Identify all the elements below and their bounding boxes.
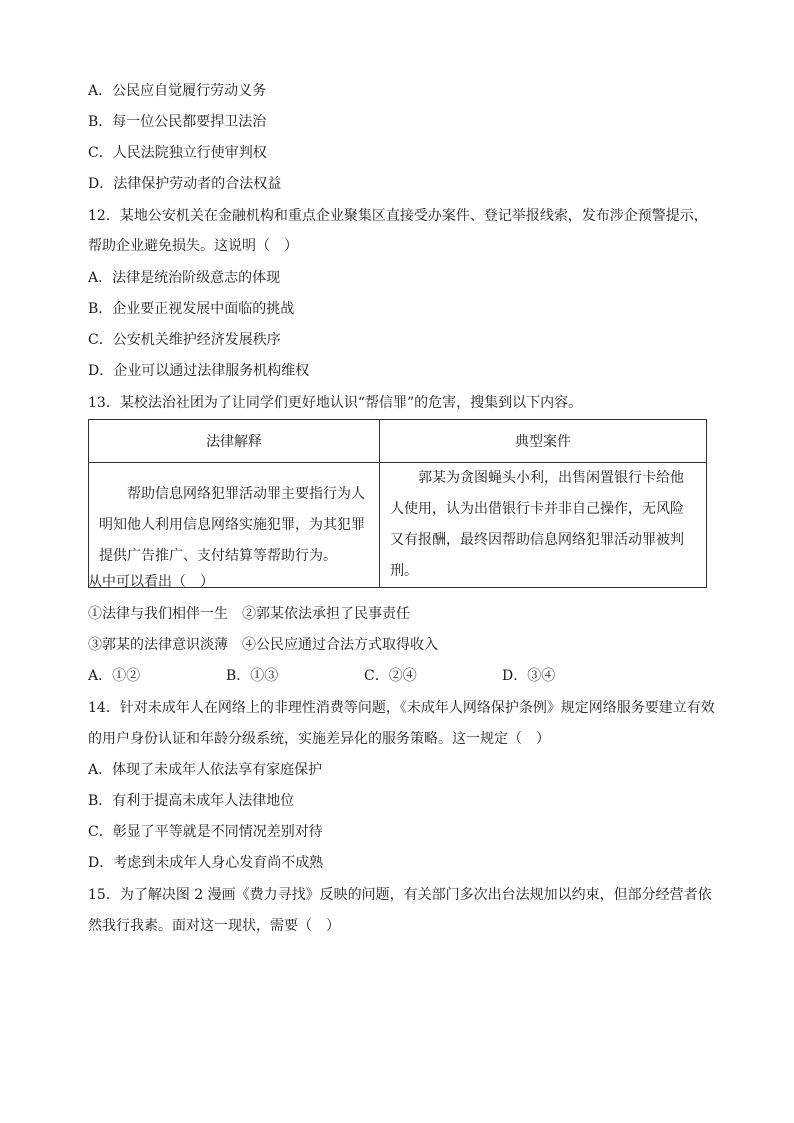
q14-stem-line1: 14．针对未成年人在网络上的非理性消费等问题，《未成年人网络保护条例》规定网络服务要建立有效: [88, 700, 715, 716]
q12-option-d: D．企业可以通过法律服务机构维权: [88, 363, 310, 379]
q14-option-a: A．体现了未成年人依法享有家庭保护: [88, 762, 323, 778]
table-header-legal-explanation: 法律解释: [89, 420, 380, 463]
table-cell-typical-case: 郭某为贪图蝇头小利，出售闲置银行卡给他人使用，认为出借银行卡并非自己操作，无风险又有报酬，最终因帮助信息网络犯罪活动罪被判刑。: [380, 463, 707, 588]
q13-choices: [88, 666, 555, 686]
q14-stem-line2: 的用户身份认证和年龄分级系统，实施差异化的服务策略。这一规定（ ）: [88, 731, 550, 747]
q12-option-a: A．法律是统治阶级意志的体现: [88, 270, 281, 286]
table-header-typical-case: 典型案件: [380, 420, 707, 463]
q13-stem: 13．某校法治社团为了让同学们更好地认识“帮信罪”的危害，搜集到以下内容。: [88, 395, 583, 411]
table-cell-legal-explanation: 帮助信息网络犯罪活动罪主要指行为人明知他人利用信息网络实施犯罪，为其犯罪提供广告推广、支付结算等帮助行为。: [89, 463, 380, 588]
q12-option-c: C．公安机关维护经济发展秩序: [88, 332, 281, 348]
q15-stem-line1: 15．为了解决图 2 漫画《费力寻找》反映的问题，有关部门多次出台法规加以约束，但部分经营者依: [88, 887, 712, 903]
q13-info-table: [88, 419, 707, 588]
q13-choice-d: D．③④: [502, 668, 556, 684]
q13-prompt: 从中可以看出（ ）: [88, 574, 214, 590]
q12-option-b: B．企业要正视发展中面临的挑战: [88, 301, 295, 317]
q11-option-c: C．人民法院独立行使审判权: [88, 145, 267, 161]
q14-option-c: C．彰显了平等就是不同情况差别对待: [88, 824, 323, 840]
q12-stem-line1: 12．某地公安机关在金融机构和重点企业聚集区直接受办案件、登记举报线索，发布涉企预警提示，: [88, 208, 708, 224]
q13-statements-line2: ③郭某的法律意识淡薄 ④公民应通过合法方式取得收入: [88, 637, 438, 653]
q12-stem-line2: 帮助企业避免损失。这说明（ ）: [88, 238, 298, 254]
q11-option-d: D．法律保护劳动者的合法权益: [88, 176, 282, 192]
q13-statements-line1: ①法律与我们相伴一生 ②郭某依法承担了民事责任: [88, 606, 410, 622]
q13-choice-b: B．①③: [226, 668, 279, 684]
q15-stem-line2: 然我行我素。面对这一现状，需要（ ）: [88, 918, 340, 934]
q13-choice-c: C．②④: [364, 668, 417, 684]
q14-option-b: B．有利于提高未成年人法律地位: [88, 793, 295, 809]
q13-choice-a: A．①②: [88, 668, 141, 684]
q11-option-b: B．每一位公民都要捍卫法治: [88, 114, 267, 130]
q14-option-d: D．考虑到未成年人身心发育尚不成熟: [88, 855, 324, 871]
q11-option-a: A．公民应自觉履行劳动义务: [88, 83, 267, 99]
